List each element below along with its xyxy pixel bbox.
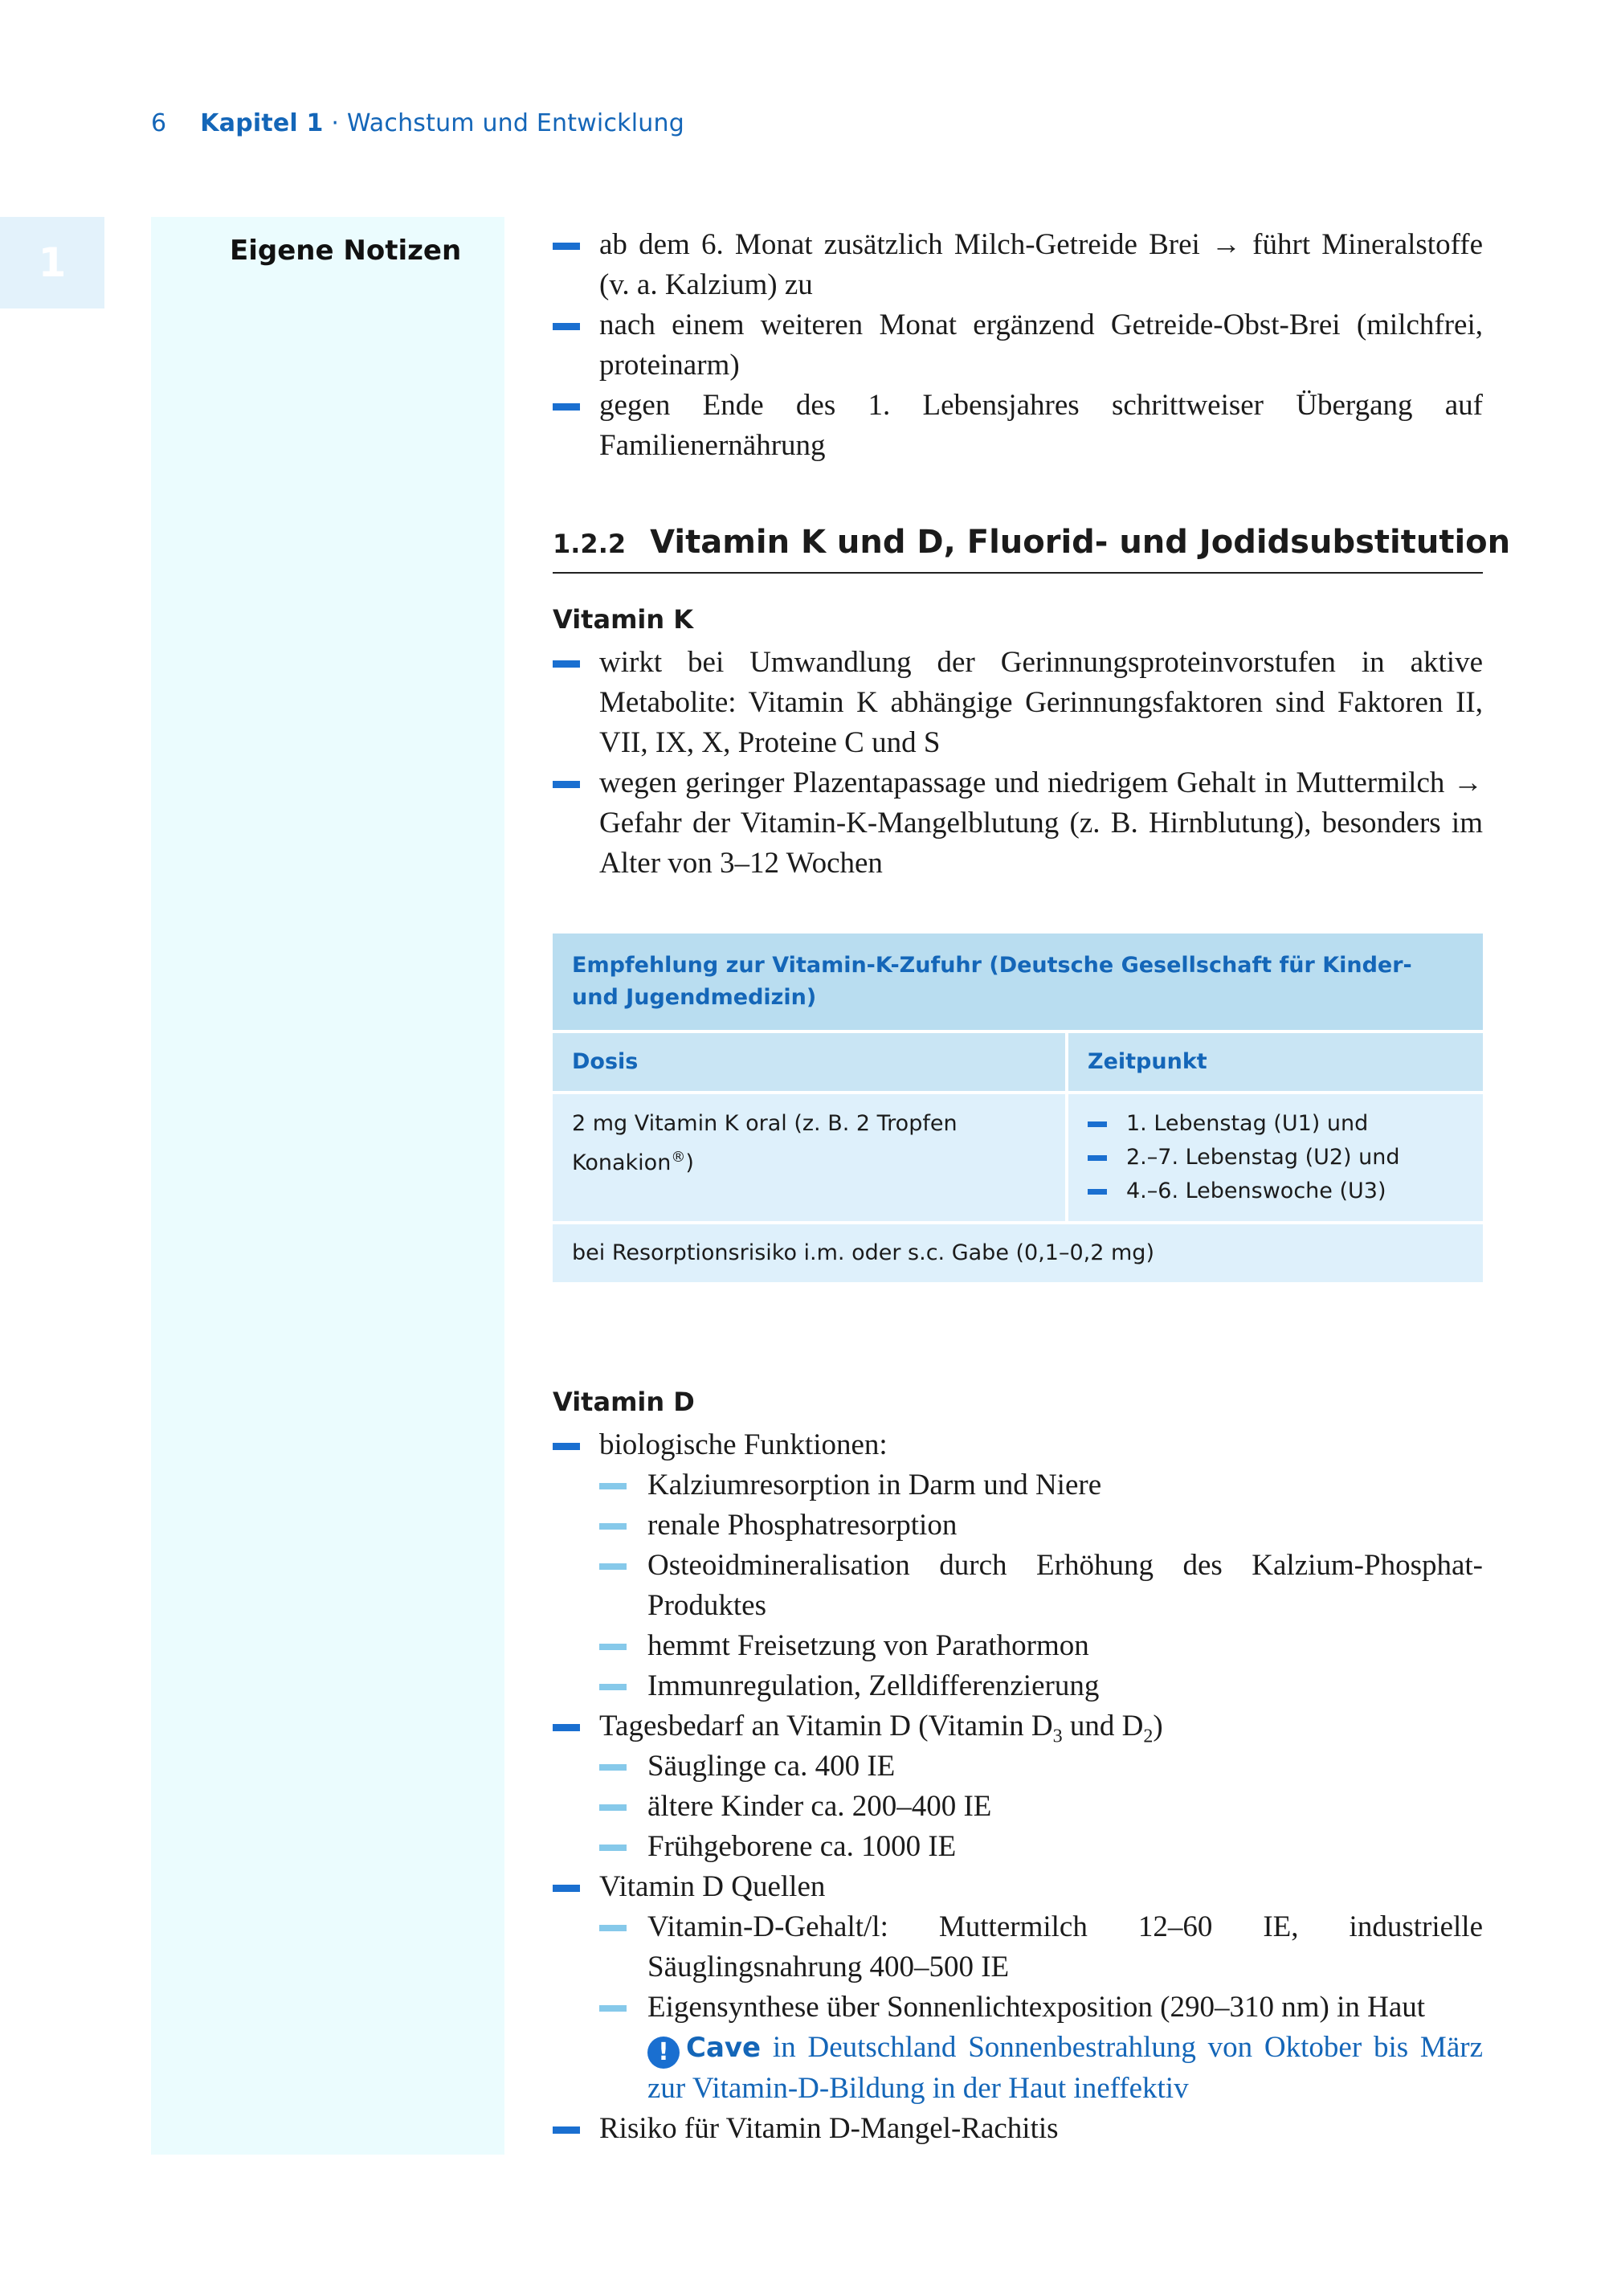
table-footer-row: bei Resorptionsrisiko i.m. oder s.c. Gabe (0,1–0,2 mg) (553, 1224, 1483, 1282)
tagesbedarf-text-3: ) (1153, 1710, 1163, 1742)
list-item: ab dem 6. Monat zusätzlich Milch-Getreide Brei → führt Mineralstoffe (v. a. Kalzium) zu (553, 225, 1483, 305)
sublist-item: Immunregulation, Zelldifferenzierung (599, 1666, 1483, 1706)
list-item: 4.–6. Lebenswoche (U3) (1088, 1175, 1464, 1208)
running-header (151, 109, 684, 137)
table-caption: Empfehlung zur Vitamin-K-Zufuhr (Deutsche Gesellschaft für Kinder- und Jugendmedizin) (553, 934, 1483, 1030)
bedarf-sublist (599, 1747, 1483, 1867)
dosis-cell (553, 1094, 1065, 1221)
dosis-text: 2 mg Vitamin K oral (z. B. 2 Tropfen Konakion (572, 1111, 958, 1175)
chapter-label: Kapitel 1 (200, 109, 324, 137)
list-item: nach einem weiteren Monat ergänzend Getreide-Obst-Brei (milchfrei, proteinarm) (553, 305, 1483, 386)
table-row (553, 1094, 1483, 1221)
header-separator: · (323, 109, 347, 137)
section-title: Vitamin K und D, Fluorid- und Jodidsubstitution (650, 524, 1511, 561)
vitamin-d-heading: Vitamin D (553, 1387, 695, 1417)
vitamin-k-list (553, 643, 1483, 884)
quellen-sublist (599, 1907, 1483, 2109)
cave-note (647, 2028, 1483, 2109)
quellen-label: Vitamin D Quellen (599, 1870, 826, 1903)
page-number: 6 (151, 109, 167, 137)
sublist-item: renale Phosphatresorption (599, 1505, 1483, 1546)
notes-label: Eigene Notizen (230, 235, 462, 267)
notes-column (151, 217, 504, 2155)
list-item: 2.–7. Lebenstag (U2) und (1088, 1141, 1464, 1175)
functions-sublist (599, 1465, 1483, 1706)
list-item (553, 1867, 1483, 2109)
cave-word: Cave (686, 2032, 762, 2064)
dosis-close: ) (685, 1150, 694, 1175)
registered-mark: ® (671, 1149, 686, 1166)
sublist-item: Säuglinge ca. 400 IE (599, 1747, 1483, 1787)
table-header-row (553, 1033, 1483, 1091)
chapter-thumb-tab: 1 (0, 217, 104, 308)
section-number: 1.2.2 (553, 529, 627, 559)
intro-list (553, 225, 1483, 466)
sublist-item (599, 1988, 1483, 2109)
column-header-dosis: Dosis (553, 1033, 1065, 1091)
cave-text: in Deutschland Sonnenbestrahlung von Oktober bis März zur Vitamin-D-Bildung in der Haut ineffektiv (647, 2031, 1483, 2105)
sublist-item: Osteoidmineralisation durch Erhöhung des Kalzium-Phosphat-Produktes (599, 1546, 1483, 1626)
main-column (553, 225, 1511, 2149)
vitamin-k-table (553, 934, 1483, 1282)
sublist-item: Frühgeborene ca. 1000 IE (599, 1827, 1483, 1867)
zeitpunkt-cell (1068, 1094, 1483, 1221)
functions-label: biologische Funktionen: (599, 1428, 888, 1461)
subscript-3: 3 (1052, 1726, 1063, 1747)
tagesbedarf-label (599, 1710, 1163, 1747)
list-item: Risiko für Vitamin D-Mangel-Rachitis (553, 2109, 1483, 2149)
vitamin-k-heading: Vitamin K (553, 604, 694, 635)
list-item (553, 1425, 1483, 1706)
sublist-item: Kalziumresorption in Darm und Niere (599, 1465, 1483, 1505)
exclamation-icon: ! (647, 2037, 680, 2069)
zeitpunkt-list (1088, 1107, 1464, 1208)
tagesbedarf-text: Tagesbedarf an Vitamin D (Vitamin D (599, 1710, 1053, 1742)
sublist-item: ältere Kinder ca. 200–400 IE (599, 1787, 1483, 1827)
list-item: wirkt bei Umwandlung der Gerinnungsproteinvorstufen in aktive Metabolite: Vitamin K abhängige Gerinnungsfaktoren sind Faktoren II, VII, IX, X, Proteine C und S (553, 643, 1483, 763)
chapter-title: Wachstum und Entwicklung (346, 109, 684, 137)
list-item: wegen geringer Plazentapassage und niedrigem Gehalt in Muttermilch → Gefahr der Vitamin-K-Mangelblutung (z. B. Hirnblutung), besonders im Alter von 3–12 Wochen (553, 763, 1483, 884)
vitamin-d-list (553, 1425, 1483, 2149)
list-item: 1. Lebenstag (U1) und (1088, 1107, 1464, 1141)
column-header-zeitpunkt: Zeitpunkt (1068, 1033, 1483, 1091)
subscript-2: 2 (1143, 1726, 1154, 1747)
section-heading (553, 524, 1511, 574)
list-item: gegen Ende des 1. Lebensjahres schrittweiser Übergang auf Familienernährung (553, 386, 1483, 466)
eigensynthese-text: Eigensynthese über Sonnenlichtexposition (290–310 nm) in Haut (647, 1991, 1426, 2024)
list-item (553, 1706, 1483, 1867)
sublist-item: Vitamin-D-Gehalt/l: Muttermilch 12–60 IE, industrielle Säuglingsnahrung 400–500 IE (599, 1907, 1483, 1988)
sublist-item: hemmt Freisetzung von Parathormon (599, 1626, 1483, 1666)
tagesbedarf-text-2: und D (1062, 1710, 1144, 1742)
